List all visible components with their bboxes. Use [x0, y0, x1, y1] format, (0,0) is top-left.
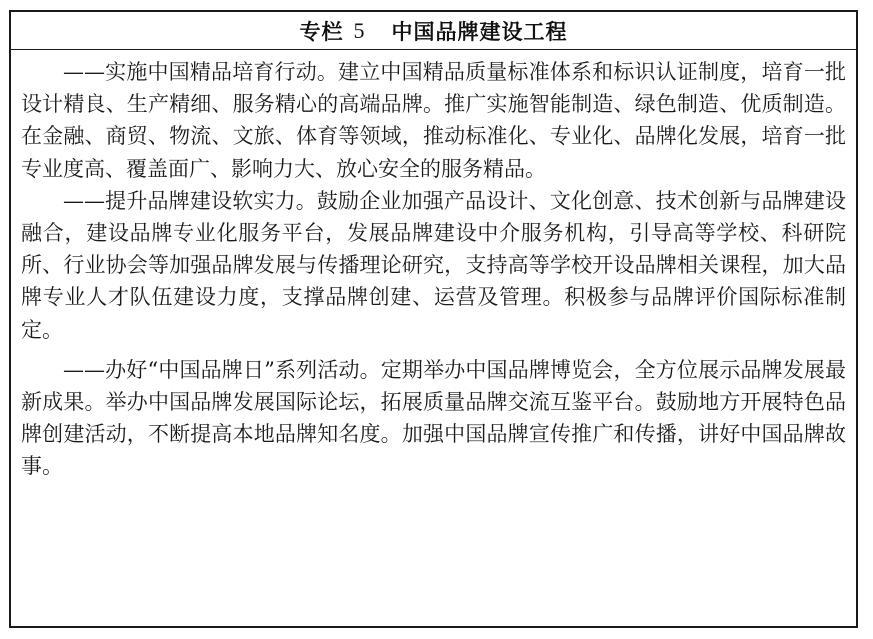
column-header: [11, 12, 856, 50]
paragraph-quality-brands: ——实施中国精品培育行动。建立中国精品质量标准体系和标识认证制度，培育一批设计精良、生产精细、服务精心的高端品牌。推广实施智能制造、绿色制造、优质制造。在金融、商贸、物流、文旅、体育等领域，推动标准化、专业化、品牌化发展，培育一批专业度高、覆盖面广、影响力大、放心安全的服务精品。: [21, 60, 846, 181]
paragraph-soft-power: ——提升品牌建设软实力。鼓励企业加强产品设计、文化创意、技术创新与品牌建设融合，建设品牌专业化服务平台，发展品牌建设中介服务机构，引导高等学校、科研院所、行业协会等加强品牌发展与传播理论研究，支持高等学校开设品牌相关课程，加大品牌专业人才队伍建设力度，支撑品牌创建、运营及管理。积极参与品牌评价国际标准制定。: [21, 188, 846, 342]
paragraph-brand-day: ——办好“中国品牌日”系列活动。定期举办中国品牌博览会，全方位展示品牌发展最新成果。举办中国品牌发展国际论坛，拓展质量品牌交流互鉴平台。鼓励地方开展特色品牌创建活动，不断提高本地品牌知名度。加强中国品牌宣传推广和传播，讲好中国品牌故事。: [21, 357, 846, 479]
column-title: 中国品牌建设工程: [391, 19, 568, 44]
column-label: 专栏: [299, 19, 344, 44]
column-body: [11, 50, 856, 483]
column-number: 5: [353, 17, 366, 43]
column-box: [9, 10, 858, 628]
